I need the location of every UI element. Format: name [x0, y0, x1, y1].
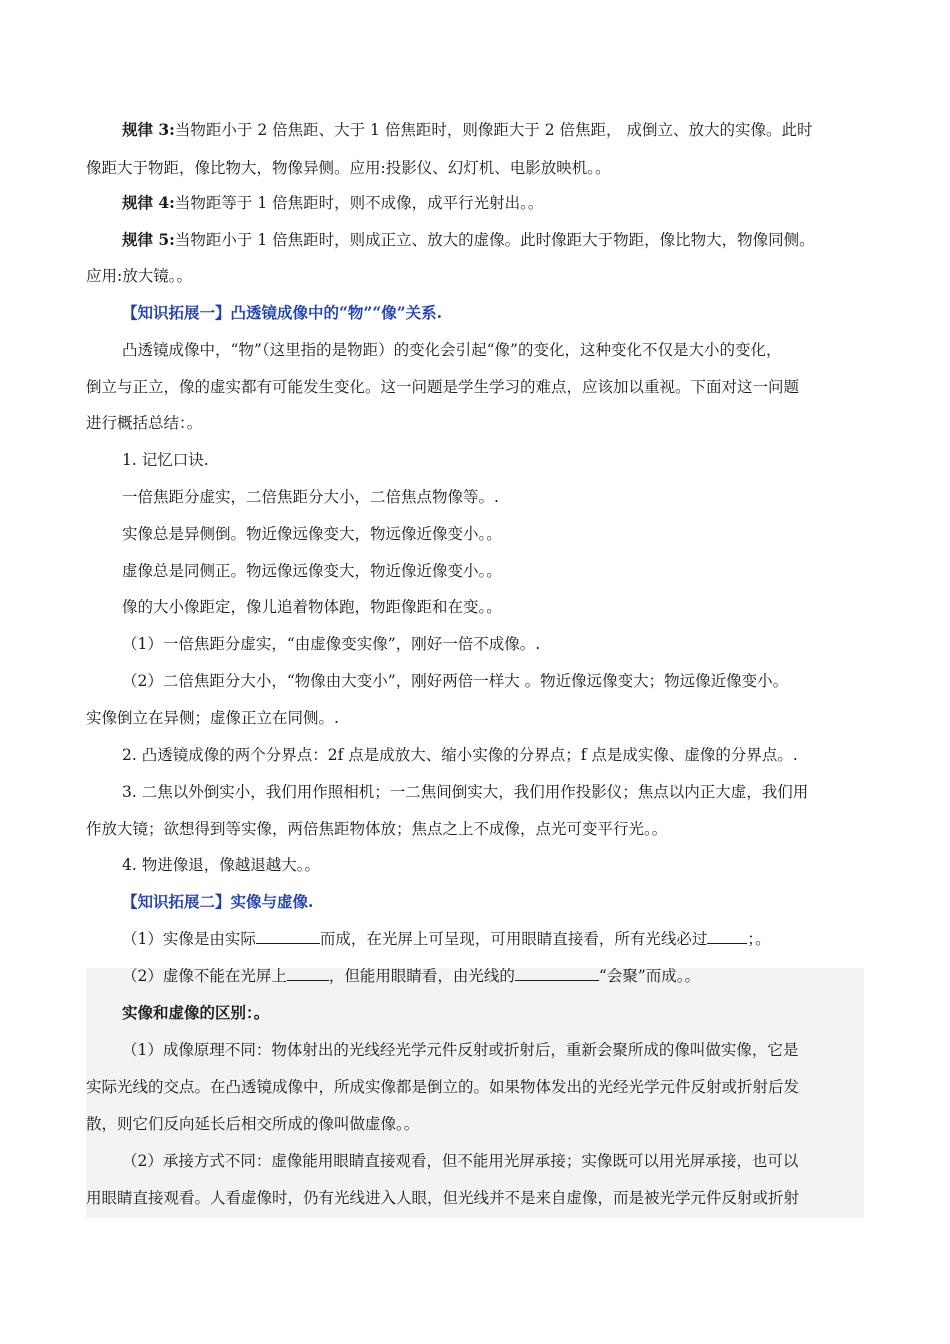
mnemonic-title: 1. 记忆口诀. — [122, 451, 209, 469]
point-3-line-1: 3. 二焦以外倒实小，我们用作照相机；一二焦间倒实大，我们用作投影仪；焦点以内正大虚，我们用 — [122, 783, 809, 801]
difference-title: 实像和虚像的区别：。 — [122, 1003, 270, 1022]
question-2 — [122, 966, 700, 986]
mnemonic-line-2: 实像总是异侧倒。物近像远像变大，物远像近像变小。。 — [122, 525, 502, 543]
mnemonic-line-4: 像的大小像距定，像儿追着物体跑，物距像距和在变。。 — [122, 598, 502, 616]
note-2-line-2: 实像倒立在异侧；虚像正立在同侧。. — [86, 709, 339, 727]
note-2-line-1: （2）二倍焦距分大小，“物像由大变小”，刚好两倍一样大 。物近像远像变大；物远像近像变小。 — [122, 672, 789, 690]
question-2-part-a: （2）虚像不能在光屏上 — [122, 967, 287, 985]
rule-3-line-1 — [122, 120, 812, 140]
difference-1-line-2: 实际光线的交点。在凸透镜成像中，所成实像都是倒立的。如果物体发出的光经光学元件反射或折射后发 — [86, 1078, 800, 1096]
answer-blank-4[interactable] — [515, 966, 599, 981]
difference-2-line-2: 用眼睛直接观看。人看虚像时，仍有光线进入人眼，但光线并不是来自虚像，而是被光学元件反射或折射 — [86, 1189, 800, 1207]
question-2-part-b: ，但能用眼睛看，由光线的 — [328, 967, 515, 985]
rule-3-line-2: 像距大于物距，像比物大，物像异侧。应用:投影仪、幻灯机、电影放映机。。 — [86, 159, 611, 177]
rule-5-text-1: 当物距小于 1 倍焦距时，则成正立、放大的虚像。此时像距大于物距，像比物大，物像同侧。 — [174, 231, 815, 249]
question-2-part-c: “会聚”而成。。 — [598, 967, 700, 985]
ext2-heading: 【知识拓展二】实像与虚像. — [122, 892, 314, 911]
answer-blank-3[interactable] — [287, 966, 329, 981]
rule-4-label: 规律 4: — [122, 193, 175, 212]
question-1 — [122, 929, 771, 949]
rule-4-text-1: 当物距等于 1 倍焦距时，则不成像，成平行光射出。。 — [174, 194, 544, 212]
point-4: 4. 物进像退，像越退越大。。 — [122, 856, 320, 874]
point-2: 2. 凸透镜成像的两个分界点：2f 点是成放大、缩小实像的分界点；f 点是成实像、虚像的分界点。. — [122, 746, 798, 764]
difference-2-line-1: （2）承接方式不同：虚像能用眼睛直接观看，但不能用光屏承接；实像既可以用光屏承接，也可以 — [122, 1152, 799, 1170]
note-1: （1）一倍焦距分虚实，“由虚像变实像”，刚好一倍不成像。. — [122, 635, 541, 653]
rule-5-line-2: 应用:放大镜。。 — [86, 267, 192, 285]
ext1-intro-2: 倒立与正立，像的虚实都有可能发生变化。这一问题是学生学习的难点，应该加以重视。下面对这一问题 — [86, 378, 800, 396]
question-1-part-b: 而成，在光屏上可呈现，可用眼睛直接看，所有光线必过 — [319, 930, 708, 948]
rule-3-label: 规律 3: — [122, 120, 175, 139]
rule-5-label: 规律 5: — [122, 230, 175, 249]
rule-3-text-1: 当物距小于 2 倍焦距、大于 1 倍焦距时，则像距大于 2 倍焦距， 成倒立、放大的实像。此时 — [174, 121, 813, 139]
question-1-part-c: ；。 — [747, 930, 771, 948]
ext1-heading: 【知识拓展一】凸透镜成像中的“物”“像”关系. — [122, 303, 443, 322]
question-1-part-a: （1）实像是由实际 — [122, 930, 256, 948]
rule-5-line-1 — [122, 230, 815, 250]
rule-4-line-1 — [122, 193, 543, 213]
difference-1-line-1: （1）成像原理不同：物体射出的光线经光学元件反射或折射后，重新会聚所成的像叫做实像，它是 — [122, 1041, 799, 1059]
mnemonic-line-3: 虚像总是同侧正。物远像远像变大，物近像近像变小。。 — [122, 562, 502, 580]
difference-1-line-3: 散，则它们反向延长后相交所成的像叫做虚像。。 — [86, 1115, 420, 1133]
answer-blank-2[interactable] — [707, 929, 747, 944]
point-3-line-2: 作放大镜；欲想得到等实像，两倍焦距物体放；焦点之上不成像，点光可变平行光。。 — [86, 820, 668, 838]
answer-blank-1[interactable] — [256, 929, 320, 944]
mnemonic-line-1: 一倍焦距分虚实，二倍焦距分大小，二倍焦点物像等。. — [122, 488, 499, 506]
ext1-intro-3: 进行概括总结：。 — [86, 414, 203, 432]
ext1-intro-1: 凸透镜成像中，“物”（这里指的是物距）的变化会引起“像”的变化，这种变化不仅是大小的变化， — [122, 341, 782, 359]
